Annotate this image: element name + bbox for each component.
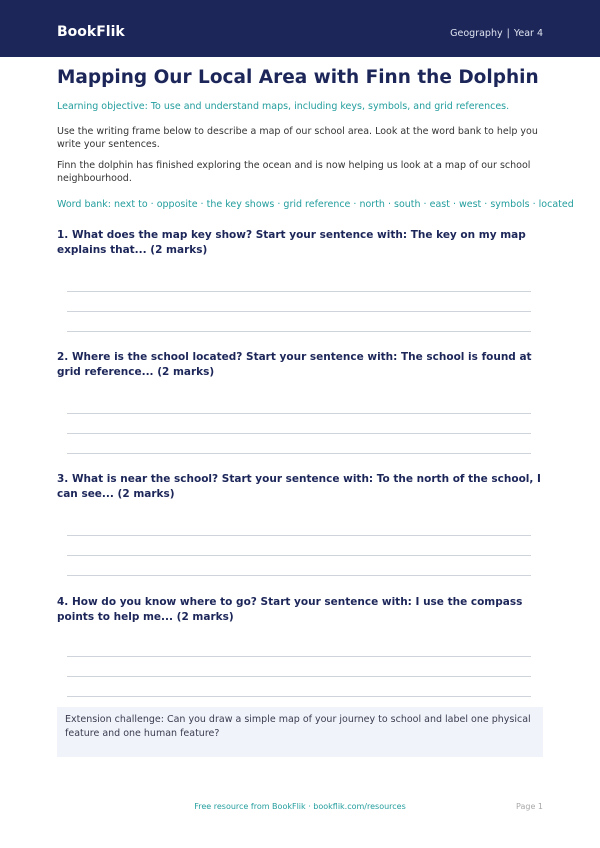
learning-objective: Learning objective: To use and understand maps, including keys, symbols, and grid references. [57,101,510,112]
question-2: 2. Where is the school located? Start your sentence with: The school is found at grid reference... (2 marks) [57,351,532,378]
intro-text: Finn the dolphin has finished exploring the ocean and is now helping us look at a map of our school neighbourhood. [57,160,531,184]
brand-logo-text[interactable]: BookFlik [57,24,125,40]
extension-challenge-text: Extension challenge: Can you draw a simple map of your journey to school and label one physical feature and one human feature? [65,714,531,739]
year-label: Year 4 [513,28,543,39]
answer-line[interactable] [67,656,531,657]
answer-line[interactable] [67,331,531,332]
answer-line[interactable] [67,696,531,697]
answer-line[interactable] [67,535,531,536]
answer-line[interactable] [67,676,531,677]
answer-line[interactable] [67,575,531,576]
question-3: 3. What is near the school? Start your sentence with: To the north of the school, I can see... (2 marks) [57,473,541,500]
subject-label: Geography [450,28,503,39]
question-1: 1. What does the map key show? Start your sentence with: The key on my map explains that... (2 marks) [57,229,526,256]
subject-separator: | [506,28,510,39]
page-title: Mapping Our Local Area with Finn the Dolphin [57,67,539,88]
word-bank: Word bank: next to · opposite · the key shows · grid reference · north · south · east · west · symbols · located [57,199,574,210]
subject-year-label [450,27,543,41]
instructions-text: Use the writing frame below to describe a map of our school area. Look at the word bank to help you write your sentences. [57,126,538,150]
answer-line[interactable] [67,555,531,556]
answer-line[interactable] [67,453,531,454]
extension-challenge-box [57,707,543,757]
page-number: Page 1 [516,802,543,811]
answer-line[interactable] [67,413,531,414]
answer-line[interactable] [67,291,531,292]
header-bar [0,0,600,57]
question-4: 4. How do you know where to go? Start your sentence with: I use the compass points to help me... (2 marks) [57,596,523,623]
footer-resource-link[interactable]: Free resource from BookFlik · bookflik.com/resources [194,802,406,811]
answer-line[interactable] [67,433,531,434]
answer-line[interactable] [67,311,531,312]
